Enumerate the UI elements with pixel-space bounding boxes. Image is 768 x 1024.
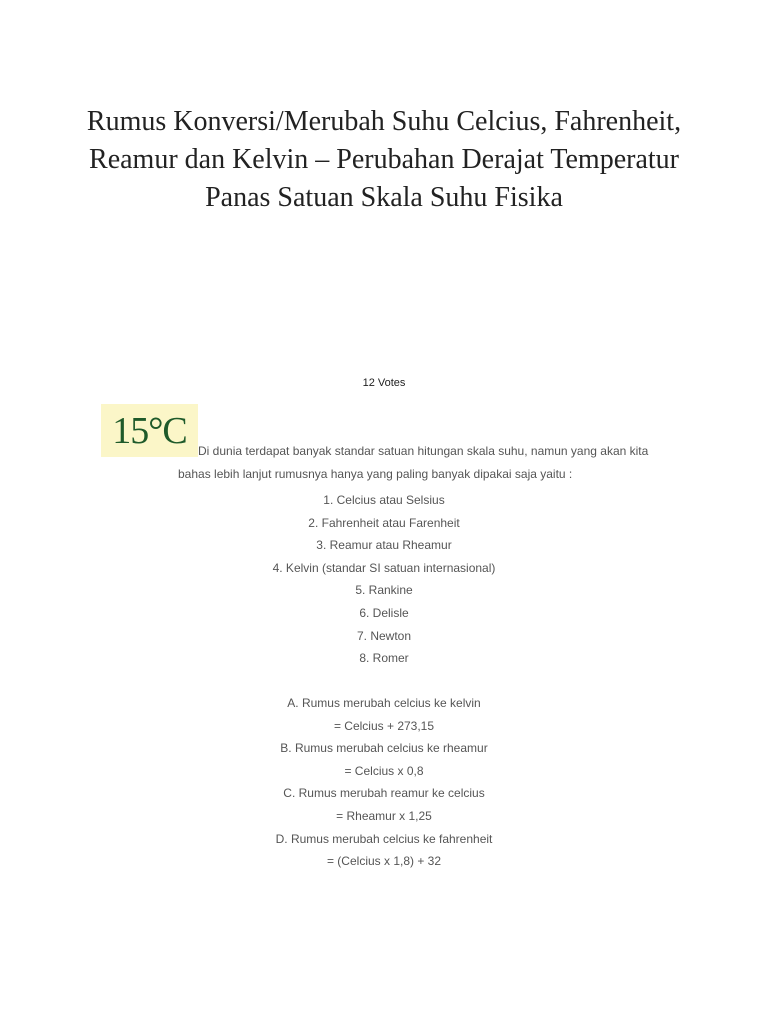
temperature-image: 15°C: [101, 404, 198, 457]
formula-expression: = (Celcius x 1,8) + 32: [326, 854, 442, 869]
scale-list: [184, 489, 584, 670]
scale-list-item: 4. Kelvin (standar SI satuan internasional): [272, 560, 496, 575]
formula-expression: = Celcius + 273,15: [333, 718, 435, 733]
scale-list-item: 3. Reamur atau Rheamur: [316, 538, 452, 553]
article-title: Rumus Konversi/Merubah Suhu Celcius, Fahrenheit, Reamur dan Kelvin – Perubahan Derajat Temperatur Panas Satuan Skala Suhu Fisika: [86, 106, 682, 213]
votes-count: 12 Votes: [362, 377, 406, 389]
formula-heading: D. Rumus merubah celcius ke fahrenheit: [275, 831, 493, 846]
intro-text-line-1: Di dunia terdapat banyak standar satuan hitungan skala suhu, namun yang akan kita: [198, 444, 649, 458]
formula-list: [184, 692, 584, 873]
scale-list-item: 7. Newton: [356, 628, 412, 643]
formula-heading: C. Rumus merubah reamur ke celcius: [283, 786, 485, 801]
formula-expression: = Rheamur x 1,25: [336, 808, 432, 823]
scale-list-item: 6. Delisle: [359, 605, 409, 620]
intro-text-line-2: bahas lebih lanjut rumusnya hanya yang paling banyak dipakai saja yaitu :: [178, 467, 573, 481]
scale-list-item: 5. Rankine: [355, 583, 413, 598]
formula-heading: B. Rumus merubah celcius ke rheamur: [280, 741, 488, 756]
scale-list-item: 8. Romer: [359, 651, 409, 666]
scale-list-item: 1. Celcius atau Selsius: [323, 493, 445, 507]
formula-expression: = Celcius x 0,8: [344, 763, 424, 778]
formula-heading: A. Rumus merubah celcius ke kelvin: [287, 696, 481, 710]
scale-list-item: 2. Fahrenheit atau Farenheit: [308, 515, 460, 530]
